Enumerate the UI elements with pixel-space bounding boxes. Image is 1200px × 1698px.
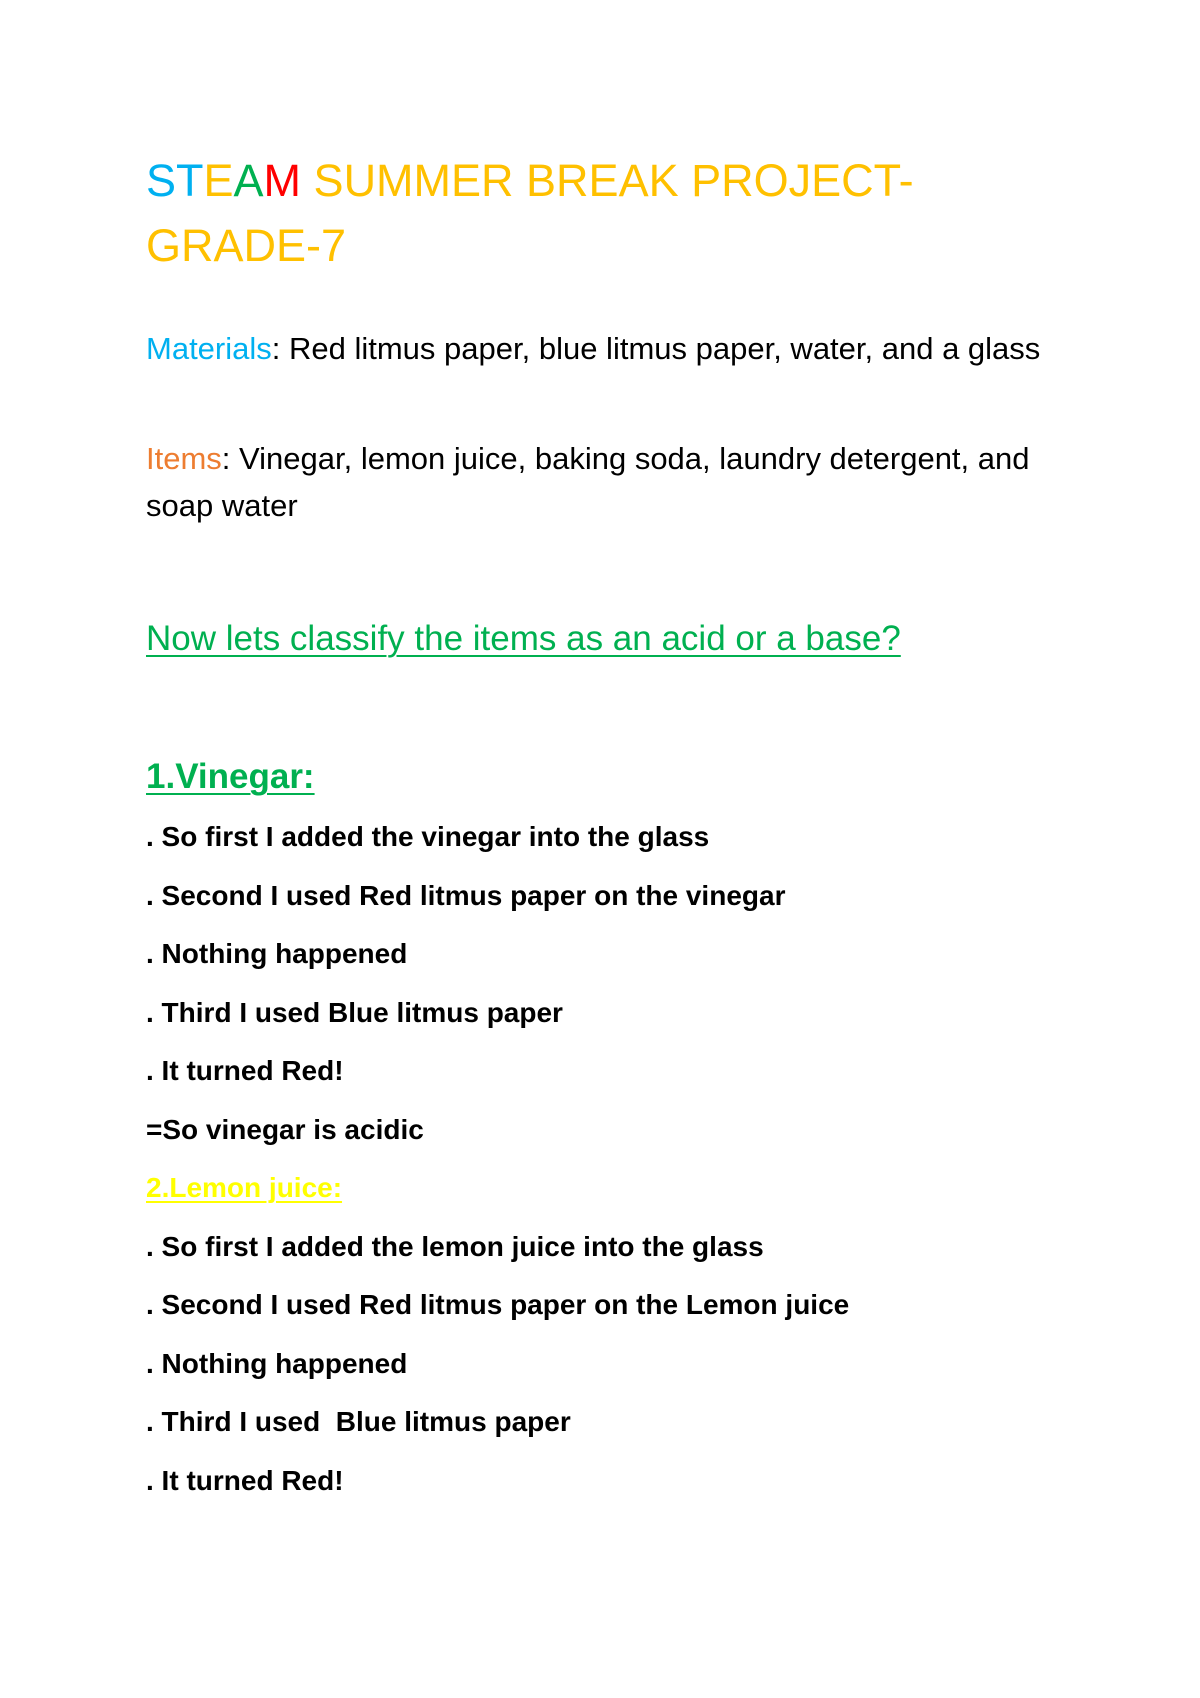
title-letter-e: E bbox=[203, 155, 234, 206]
list-item: . It turned Red! bbox=[146, 1055, 344, 1086]
title-letter-s: S bbox=[146, 155, 177, 206]
title-letter-a: A bbox=[233, 155, 264, 206]
list-item: . Second I used Red litmus paper on the Lemon juice bbox=[146, 1289, 850, 1320]
list-item: . Third I used Blue litmus paper bbox=[146, 996, 563, 1028]
list-item: . So first I added the lemon juice into the glass bbox=[146, 1230, 764, 1262]
items-label: Items bbox=[146, 441, 222, 476]
list-item: . Nothing happened bbox=[146, 1347, 408, 1379]
materials-label: Materials bbox=[146, 331, 272, 366]
page-title bbox=[146, 148, 1076, 278]
list-item: . It turned Red! bbox=[146, 1464, 344, 1496]
section-heading-lemon-juice: 2.Lemon juice: bbox=[146, 1172, 343, 1203]
classification-question: Now lets classify the items as an acid or a base? bbox=[146, 619, 901, 658]
title-rest: SUMMER BREAK PROJECT-GRADE-7 bbox=[146, 155, 914, 271]
list-item: . Second I used Red litmus paper on the vinegar bbox=[146, 879, 786, 911]
title-letter-m: M bbox=[263, 155, 302, 206]
document-content bbox=[146, 148, 1076, 1510]
title-letter-t: T bbox=[176, 155, 204, 206]
vinegar-steps bbox=[146, 808, 1076, 1159]
list-item: . Nothing happened bbox=[146, 938, 408, 969]
items-text: : Vinegar, lemon juice, baking soda, laundry detergent, and soap water bbox=[146, 441, 1030, 523]
materials-text: : Red litmus paper, blue litmus paper, water, and a glass bbox=[271, 331, 1041, 366]
materials-paragraph bbox=[146, 325, 1076, 372]
list-item: . So first I added the vinegar into the glass bbox=[146, 821, 710, 852]
lemon-juice-steps bbox=[146, 1218, 1076, 1511]
list-item: =So vinegar is acidic bbox=[146, 1113, 424, 1145]
items-paragraph bbox=[146, 435, 1076, 529]
section-heading-vinegar: 1.Vinegar: bbox=[146, 757, 315, 796]
list-item: . Third I used Blue litmus paper bbox=[146, 1406, 571, 1437]
